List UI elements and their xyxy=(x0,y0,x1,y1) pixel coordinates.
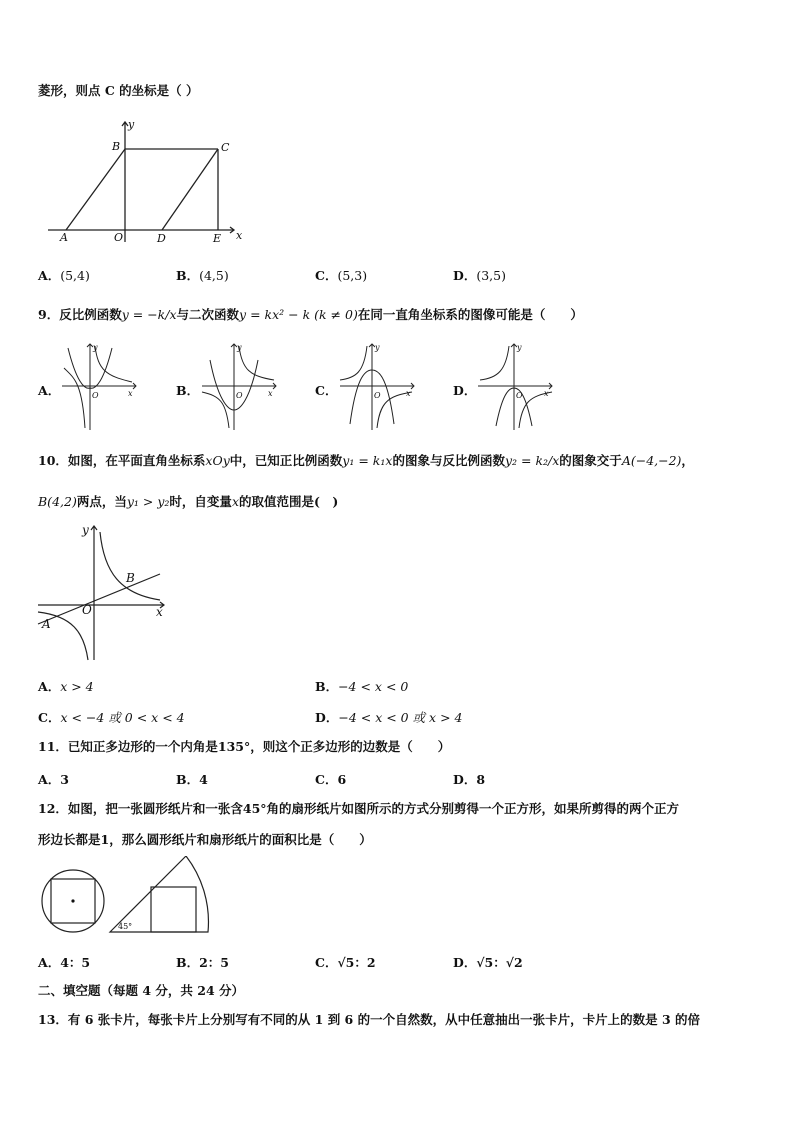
q10-label-o: O xyxy=(82,603,92,617)
q12-angle-label: 45° xyxy=(118,922,133,931)
svg-text:O: O xyxy=(92,391,99,400)
q12-option-b[interactable]: B．2：5 xyxy=(176,955,229,970)
q12-option-c[interactable]: C．√5：2 xyxy=(315,955,376,970)
q11-option-c[interactable]: C．6 xyxy=(315,772,347,787)
q8-side-dc xyxy=(162,149,218,230)
q9-graph-d xyxy=(474,340,556,434)
svg-text:x: x xyxy=(268,389,273,398)
q12-option-d[interactable]: D．√5：√2 xyxy=(453,955,523,970)
q9-option-b[interactable]: B． xyxy=(176,383,200,398)
q12-option-a[interactable]: A．4：5 xyxy=(38,955,91,970)
q10-option-b[interactable]: B．−4 < x < 0 xyxy=(315,679,409,694)
q9-stem: 9．反比例函数y = −k/x与二次函数y = kx² − k (k ≠ 0)在同一直角坐标系的图像可能是（ ） xyxy=(38,307,583,322)
q9-option-d[interactable]: D． xyxy=(453,383,477,398)
section-2-heading: 二、填空题（每题 4 分，共 24 分） xyxy=(38,983,245,998)
q10-label-a: A xyxy=(42,617,51,631)
q8-label-b: B xyxy=(112,140,121,153)
q8-option-d[interactable]: D．(3,5) xyxy=(453,268,506,283)
q8-option-a[interactable]: A．(5,4) xyxy=(38,268,90,283)
q8-side-ab xyxy=(66,149,125,230)
q13-stem: 13．有 6 张卡片，每张卡片上分别写有不同的从 1 到 6 的一个自然数，从中任意抽出一张卡片，卡片上的数是 3 的倍 xyxy=(38,1012,701,1027)
svg-text:O: O xyxy=(516,391,523,400)
q8-label-x: x xyxy=(236,229,243,242)
q8-label-c: C xyxy=(221,141,230,154)
svg-text:O: O xyxy=(374,391,381,400)
q8-figure xyxy=(44,118,244,246)
q11-option-a[interactable]: A．3 xyxy=(38,772,69,787)
q10-figure xyxy=(36,520,168,662)
q12-stem-line1: 12．如图，把一张圆形纸片和一张含45°角的扇形纸片如图所示的方式分别剪得一个正方形，如果所剪得的两个正方 xyxy=(38,801,680,816)
q9-graph-a xyxy=(58,340,140,434)
q8-label-d: D xyxy=(157,232,166,245)
q8-label-e: E xyxy=(213,232,222,245)
q11-option-b[interactable]: B．4 xyxy=(176,772,208,787)
svg-text:y: y xyxy=(93,343,98,352)
q9a-hyperbola-left xyxy=(64,368,85,428)
q8-label-a: A xyxy=(60,231,68,244)
svg-text:x: x xyxy=(406,389,411,398)
q9b-hyperbola-right xyxy=(239,346,274,380)
q10-stem-line1: 10．如图，在平面直角坐标系xOy中，已知正比例函数y₁ = k₁x的图象与反比例函数y₂ = k₂/x的图象交于A(−4,−2)， xyxy=(38,453,694,468)
q12-sector-square xyxy=(151,887,196,932)
q10-option-a[interactable]: A．x > 4 xyxy=(38,679,94,694)
svg-text:x: x xyxy=(128,389,133,398)
q11-stem: 11．已知正多边形的一个内角是135°，则这个正多边形的边数是（ ） xyxy=(38,739,451,754)
svg-text:O: O xyxy=(236,391,243,400)
q12-sector xyxy=(110,856,208,932)
q10-label-x: x xyxy=(156,605,163,619)
q10-option-c[interactable]: C．x < −4 或 0 < x < 4 xyxy=(38,710,185,725)
q10-hyperbola-right xyxy=(100,532,160,600)
q8-stem: 菱形，则点 C 的坐标是（ ） xyxy=(38,83,199,98)
q8-label-y: y xyxy=(128,118,135,131)
q12-circle-center xyxy=(71,899,74,902)
svg-text:y: y xyxy=(237,343,242,352)
q11-option-d[interactable]: D．8 xyxy=(453,772,486,787)
q9-option-a[interactable]: A． xyxy=(38,383,61,398)
q12-stem-line2: 形边长都是1，那么圆形纸片和扇形纸片的面积比是（ ） xyxy=(38,832,372,847)
q10-label-b: B xyxy=(126,571,135,585)
q8-option-c[interactable]: C．(5,3) xyxy=(315,268,368,283)
q10-option-d[interactable]: D．−4 < x < 0 或 x > 4 xyxy=(315,710,463,725)
q12-figure xyxy=(38,856,238,936)
q8-label-o: O xyxy=(114,231,124,244)
svg-text:y: y xyxy=(517,343,522,352)
q9-option-c[interactable]: C． xyxy=(315,383,338,398)
q8-option-b[interactable]: B．(4,5) xyxy=(176,268,229,283)
svg-text:y: y xyxy=(375,343,380,352)
q9-graph-c xyxy=(336,340,418,434)
q9-graph-b xyxy=(198,340,280,434)
q10-stem-line2: B(4,2)两点，当y₁ > y₂时，自变量x的取值范围是( ) xyxy=(38,494,339,509)
q9d-hyperbola-left xyxy=(480,346,509,380)
svg-text:x: x xyxy=(544,389,549,398)
q10-label-y: y xyxy=(82,523,89,537)
q9a-hyperbola-right xyxy=(95,346,132,382)
q9b-hyperbola-left xyxy=(202,392,229,428)
